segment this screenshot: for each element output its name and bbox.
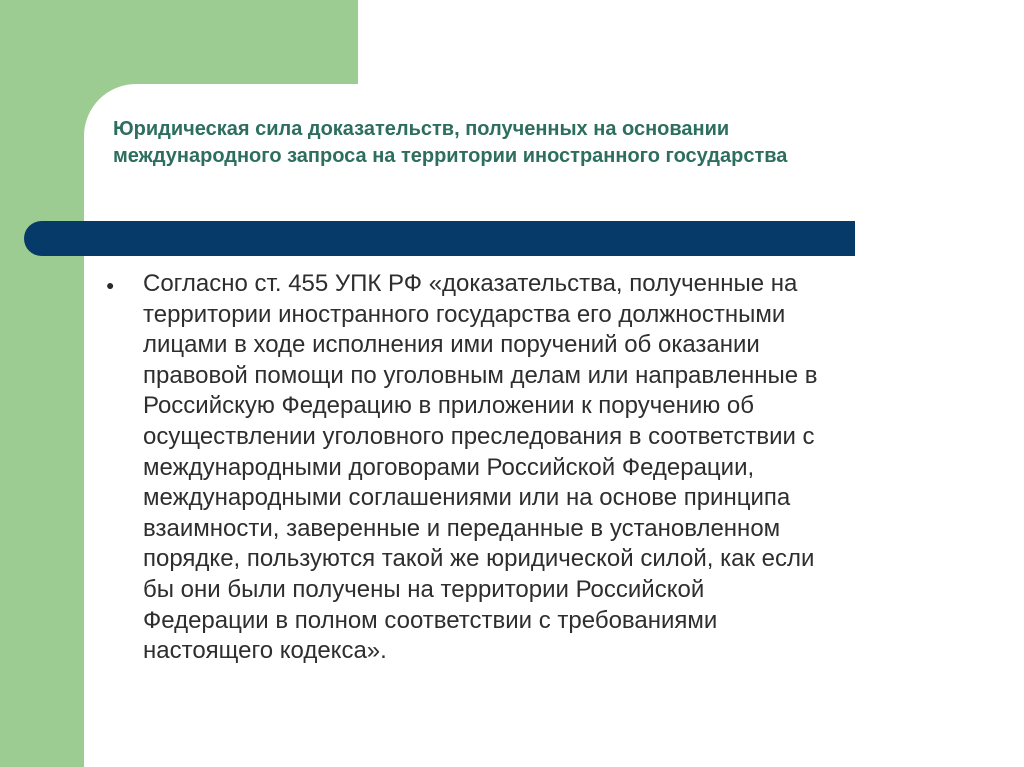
body-line: Федерации в полном соответствии с требованиями: [143, 606, 718, 634]
body-line: международными соглашениями или на основе принципа: [143, 484, 791, 512]
body-line: лицами в ходе исполнения ими поручений об оказании: [143, 331, 760, 359]
slide-title: Юридическая сила доказательств, полученных на основании международного запроса на территории иностранного государства: [113, 118, 788, 167]
body-line: Российскую Федерацию в приложении к поручению об: [143, 392, 755, 420]
body-line: настоящего кодекса».: [143, 637, 387, 665]
bullet-icon: ●: [106, 277, 115, 293]
body-line: правовой помощи по уголовным делам или направленные в: [143, 361, 818, 389]
bullet-text: [143, 269, 963, 667]
body-line: территории иностранного государства его должностными: [143, 300, 786, 328]
body-line: Согласно ст. 455 УПК РФ «доказательства, полученные на: [143, 270, 798, 297]
title-divider-bar: [24, 221, 855, 256]
body-line: порядке, пользуются такой же юридической силой, как если: [143, 545, 815, 573]
body-line: международными договорами Российской Федерации,: [143, 453, 755, 481]
body-line: осуществлении уголовного преследования в соответствии с: [143, 422, 815, 450]
body-line: взаимности, заверенные и переданные в установленном: [143, 514, 781, 542]
body-line: бы они были получены на территории Российской: [143, 575, 705, 603]
